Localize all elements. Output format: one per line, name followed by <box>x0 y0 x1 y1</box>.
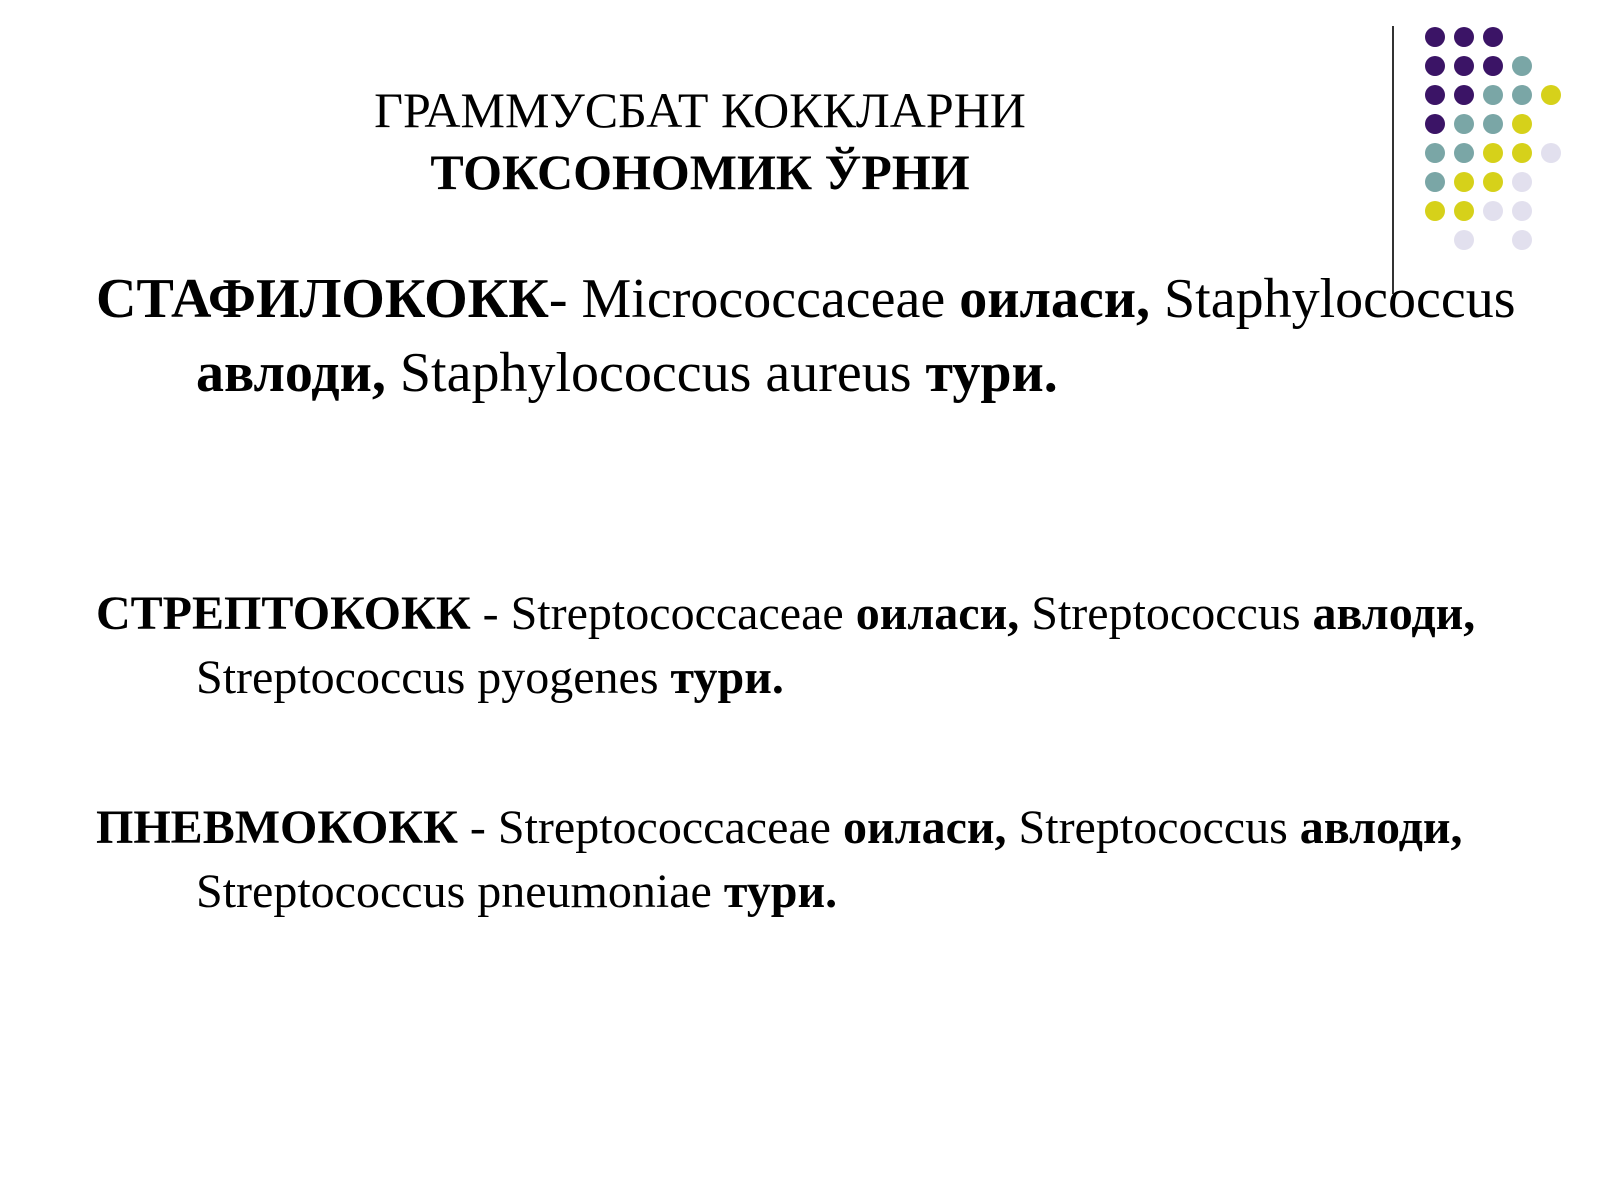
family-name: Streptococcaceae <box>497 801 831 854</box>
decorative-dot <box>1454 27 1474 47</box>
genus-name: Streptococcus <box>1031 587 1301 640</box>
species-label: тури. <box>723 865 838 918</box>
decorative-dot <box>1483 27 1503 47</box>
decorative-dot <box>1483 114 1503 134</box>
decorative-dot <box>1454 201 1474 221</box>
genus-name: Staphylococcus <box>1164 268 1516 330</box>
decorative-dot <box>1512 201 1532 221</box>
decorative-dot <box>1454 230 1474 250</box>
decorative-dot <box>1483 56 1503 76</box>
family-label: оиласи, <box>855 587 1020 640</box>
decorative-dot <box>1454 85 1474 105</box>
decorative-dot <box>1425 56 1445 76</box>
species-name: Streptococcus pyogenes <box>196 651 659 704</box>
slide-title <box>200 80 1200 204</box>
decorative-dot <box>1425 143 1445 163</box>
decorative-dot <box>1425 172 1445 192</box>
decorative-dot <box>1512 143 1532 163</box>
species-name: Staphylococcus aureus <box>399 342 912 404</box>
pneumococcus-paragraph <box>96 796 1576 924</box>
decorative-dot <box>1454 56 1474 76</box>
decorative-dot <box>1512 56 1532 76</box>
decorative-dot <box>1541 85 1561 105</box>
decorative-dot <box>1425 27 1445 47</box>
genus-heading: СТАФИЛОКОКК <box>96 268 549 330</box>
genus-heading: ПНЕВМОКОКК <box>96 801 458 854</box>
species-name: Streptococcus pneumoniae <box>196 865 712 918</box>
family-label: оиласи, <box>842 801 1007 854</box>
family-name: Streptococcaceae <box>510 587 844 640</box>
vertical-divider <box>1392 26 1394 294</box>
decorative-dot <box>1425 114 1445 134</box>
decorative-dot-grid <box>1425 27 1585 257</box>
decorative-dot <box>1454 143 1474 163</box>
decorative-dot <box>1454 172 1474 192</box>
decorative-dot <box>1425 85 1445 105</box>
decorative-dot <box>1454 114 1474 134</box>
decorative-dot <box>1512 230 1532 250</box>
staphylococcus-paragraph <box>96 262 1576 410</box>
title-line-1: ГРАММУСБАТ КОККЛАРНИ <box>374 82 1026 138</box>
species-label: тури. <box>925 342 1058 404</box>
genus-name: Streptococcus <box>1018 801 1288 854</box>
decorative-dot <box>1512 172 1532 192</box>
decorative-dot <box>1483 172 1503 192</box>
genus-heading: СТРЕПТОКОКК <box>96 587 471 640</box>
decorative-dot <box>1483 143 1503 163</box>
decorative-dot <box>1483 201 1503 221</box>
decorative-dot <box>1512 85 1532 105</box>
genus-label: авлоди, <box>1312 587 1476 640</box>
decorative-dot <box>1425 201 1445 221</box>
separator: - <box>548 268 582 330</box>
species-label: тури. <box>670 651 784 704</box>
streptococcus-paragraph <box>96 582 1576 710</box>
decorative-dot <box>1483 85 1503 105</box>
decorative-dot <box>1512 114 1532 134</box>
family-name: Micrococcaceae <box>581 268 946 330</box>
genus-label: авлоди, <box>196 342 386 404</box>
separator: - <box>457 801 498 854</box>
family-label: оиласи, <box>959 268 1151 330</box>
separator: - <box>470 587 511 640</box>
decorative-dot <box>1541 143 1561 163</box>
title-line-2: ТОКСОНОМИК ЎРНИ <box>430 144 970 200</box>
genus-label: авлоди, <box>1299 801 1463 854</box>
